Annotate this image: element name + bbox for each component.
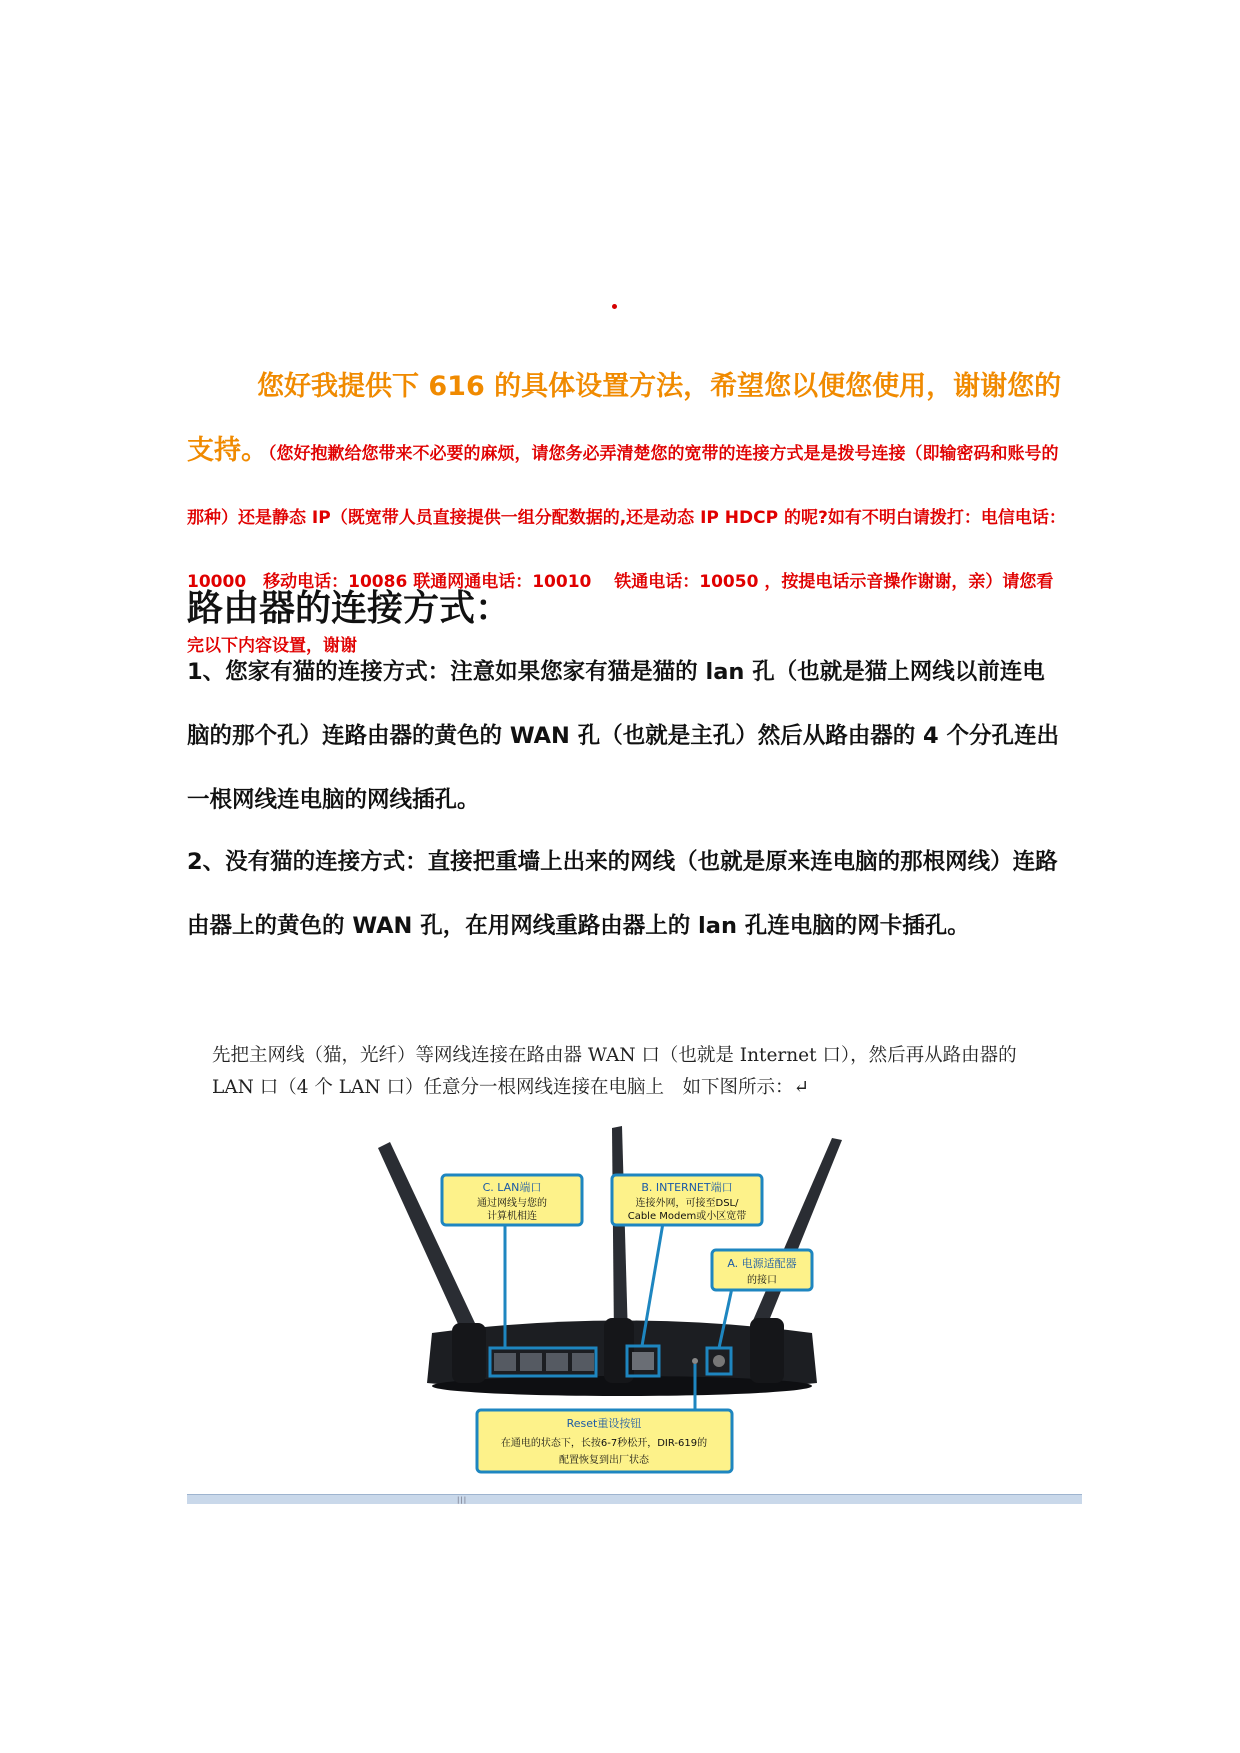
callout-power-title: A. 电源适配器 (727, 1257, 797, 1270)
callout-lan-line1: 通过网线与您的 (477, 1198, 547, 1209)
router-diagram (372, 1118, 872, 1508)
scrollbar-grip-icon: ||| (457, 1496, 468, 1504)
callout-internet-line1: 连接外网，可接至DSL/ (635, 1198, 739, 1209)
callout-lan-line2: 计算机相连 (487, 1211, 537, 1222)
scrollbar[interactable] (187, 1494, 1082, 1504)
figure-caption: 先把主网线（猫，光纤）等网线连接在路由器 WAN 口（也就是 Internet 口），然后再从路由器的 LAN 口（4 个 LAN 口）任意分一根网线连接在电脑上 如下图所示：↵ (212, 1045, 1017, 1098)
callout-reset-line1: 在通电的状态下，长按6-7秒松开，DIR-619的 (500, 1438, 708, 1449)
callout-power-line1: 的接口 (747, 1275, 777, 1286)
intro-note: （您好抱歉给您带来不必要的麻烦，请您务必弄清楚您的宽带的连接方式是是拨号连接（即输密码和账号的那种）还是静态 IP（既宽带人员直接提供一组分配数据的,还是动态 IP HDCP 的呢?如有不明白请拨打：电信电话：10000 移动电话：10086 联通网通电话：10010 铁通电话：10050 ，按提电话示音操作谢谢，亲）请您看完以下内容设置，谢谢 (187, 444, 1066, 656)
callout-reset-title: Reset重设按钮 (566, 1417, 642, 1430)
section-heading: 路由器的连接方式： (187, 588, 512, 629)
step-1-text: 1、您家有猫的连接方式：注意如果您家有猫是猫的 lan 孔（也就是猫上网线以前连电脑的那个孔）连路由器的黄色的 WAN 孔（也就是主孔）然后从路由器的 4 个分孔连出一根网线连电脑的网线插孔。 (187, 659, 1060, 813)
callout-lan-title: C. LAN端口 (482, 1181, 542, 1194)
step-2-text: 2、没有猫的连接方式：直接把重墙上出来的网线（也就是原来连电脑的那根网线）连路由器上的黄色的 WAN 孔，在用网线重路由器上的 lan 孔连电脑的网卡插孔。 (187, 849, 1058, 939)
callout-internet-line2: Cable Modem或小区宽带 (627, 1211, 747, 1222)
red-dot (612, 304, 617, 309)
intro-line: 您好我提供下 616 的具体设置方法，希望您以便您使用，谢谢您的支持。 (187, 371, 1062, 466)
callout-reset-line2: 配置恢复到出厂状态 (559, 1455, 649, 1466)
callout-internet-title: B. INTERNET端口 (641, 1181, 733, 1194)
router-figure (187, 1030, 1087, 1520)
router-svg (372, 1118, 872, 1508)
